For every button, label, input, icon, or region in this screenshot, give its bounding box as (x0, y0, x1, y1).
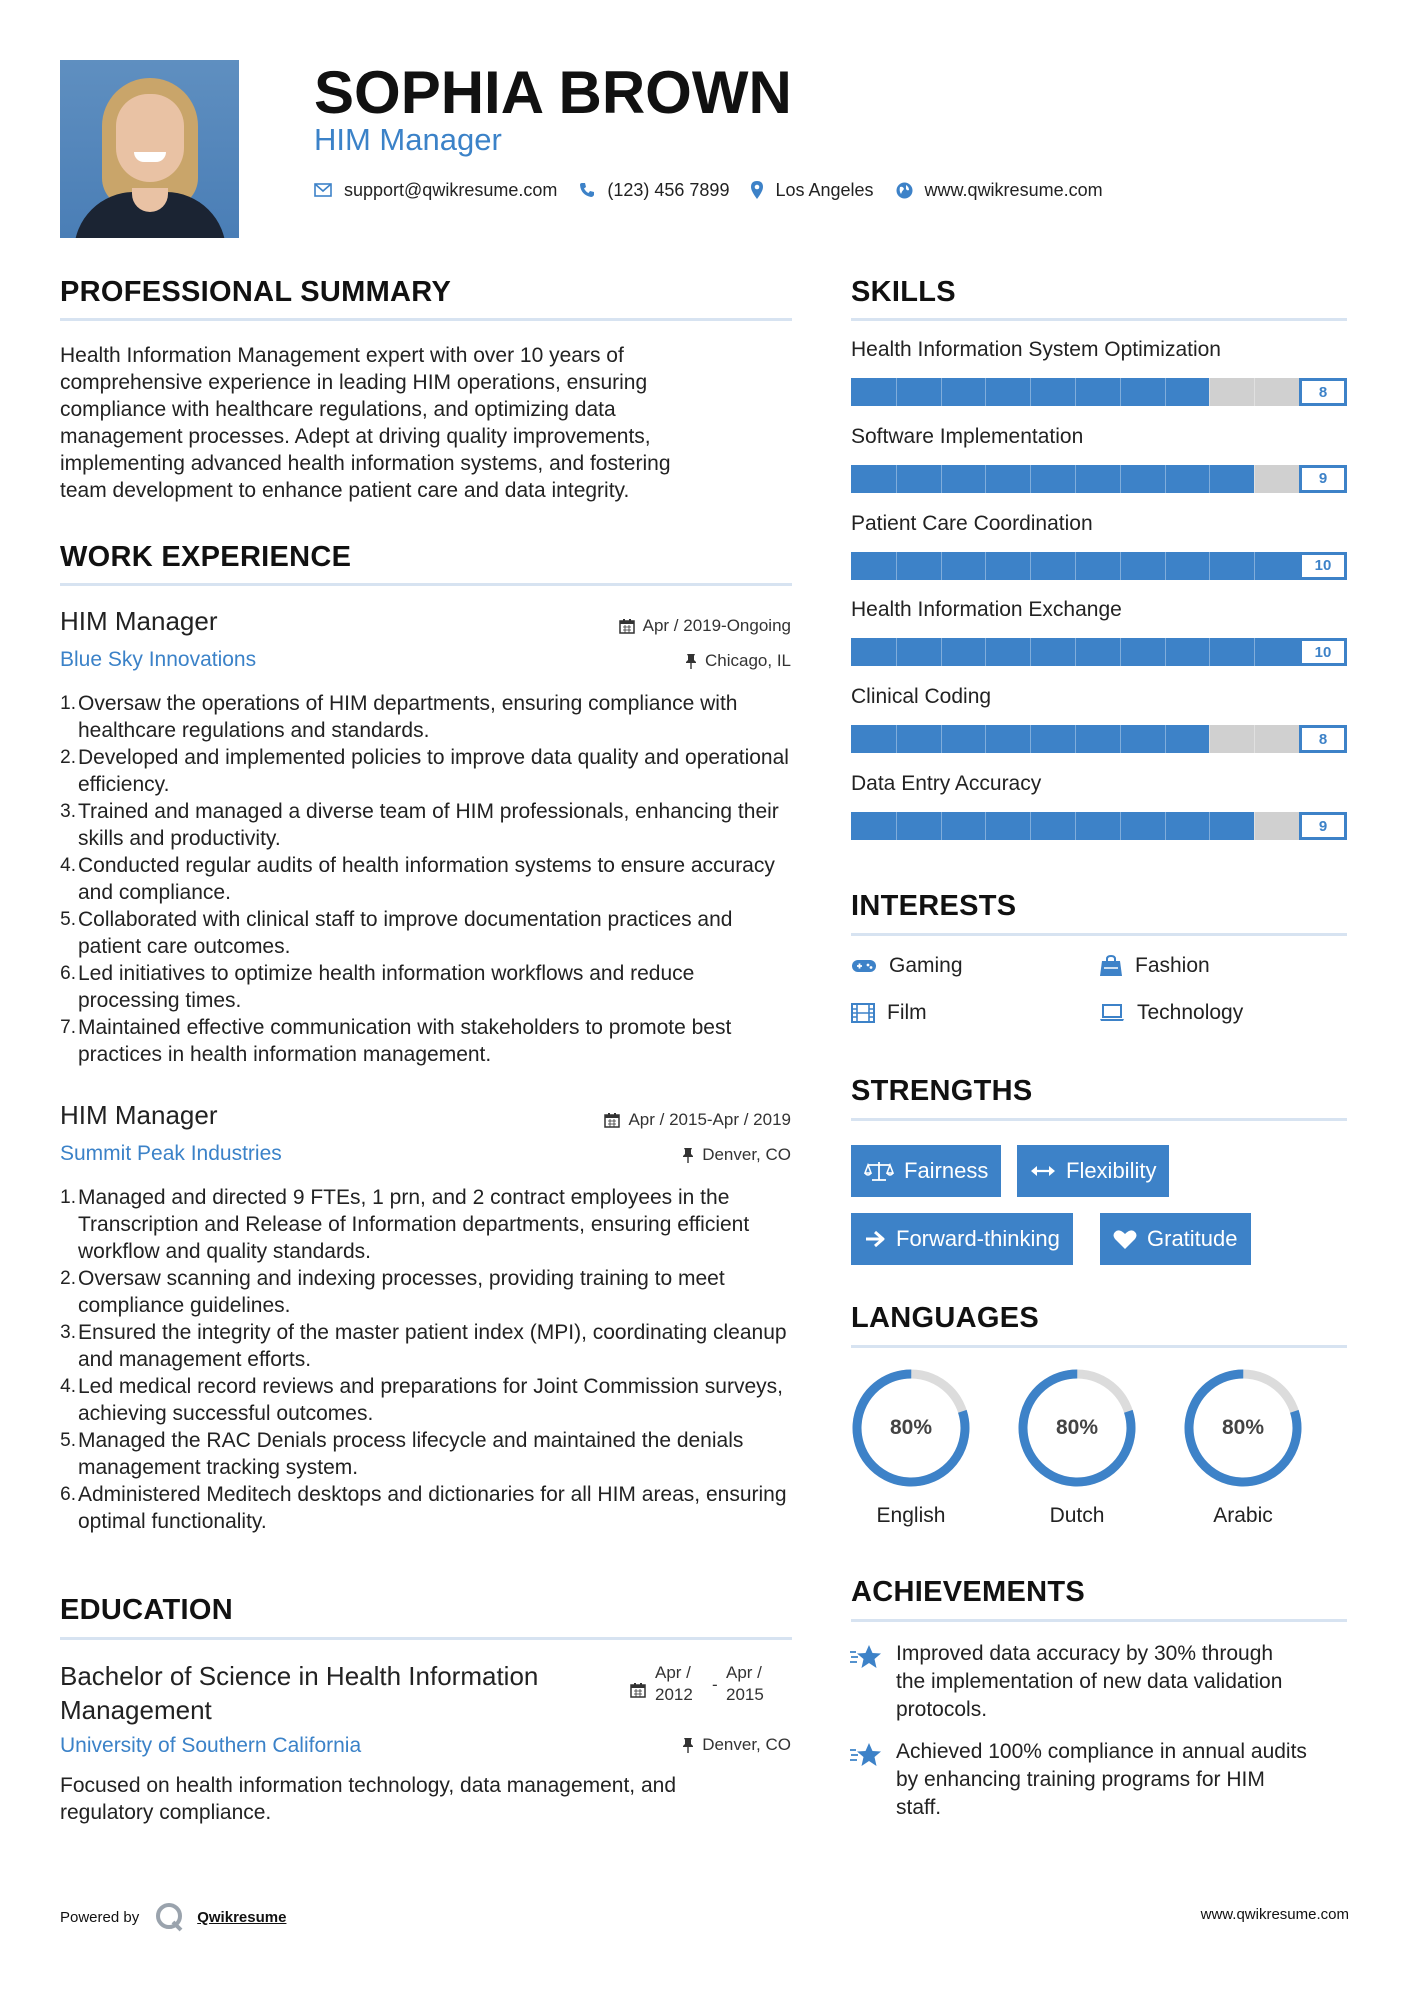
interest-fashion: Fashion (1099, 954, 1210, 978)
list-item: Oversaw the operations of HIM departments, ensuring compliance with healthcare regulations and standards. (78, 692, 738, 742)
skill-bar-segment (985, 378, 986, 406)
achievement-1: Improved data accuracy by 30% through the implementation of new data validation protocols. (896, 1642, 1283, 1721)
skill-bar-segment (1165, 378, 1166, 406)
skill-bar-segment (1075, 812, 1076, 840)
skill-level-badge: 10 (1299, 638, 1347, 666)
skill-bar-segment (1030, 378, 1031, 406)
profile-photo (60, 60, 239, 238)
skill-bar-segment (1075, 378, 1076, 406)
job-2-dates: Apr / 2015-Apr / 2019 (604, 1110, 791, 1130)
interests-heading: INTERESTS (851, 890, 1017, 922)
skill-bar-segment (941, 378, 942, 406)
laptop-icon (1099, 1004, 1125, 1022)
strengths-heading: STRENGTHS (851, 1075, 1033, 1107)
candidate-title: HIM Manager (314, 122, 502, 157)
skill-bar-segment (896, 725, 897, 753)
list-item: Maintained effective communication with stakeholders to promote best practices in health information management. (78, 1016, 732, 1066)
footer-url[interactable]: www.qwikresume.com (1200, 1906, 1349, 1923)
skill-bar-segment (1030, 552, 1031, 580)
language-percent: 80% (1055, 1416, 1099, 1439)
contact-phone[interactable] (579, 180, 729, 201)
achievement-2: Achieved 100% compliance in annual audits by enhancing training programs for HIM staff. (896, 1740, 1307, 1819)
skill-bar-segment (896, 638, 897, 666)
skill-bar-segment (1120, 638, 1121, 666)
list-item: Led initiatives to optimize health information workflows and reduce processing times. (78, 962, 695, 1012)
skill-bar (851, 725, 1347, 753)
job-1-company: Blue Sky Innovations (60, 648, 257, 671)
candidate-name: SOPHIA BROWN (314, 59, 792, 126)
website-text: www.qwikresume.com (924, 179, 1103, 200)
skill-bar-segment (941, 552, 942, 580)
pushpin-icon (685, 653, 697, 669)
strength-tag-forward-thinking: Forward-thinking (851, 1213, 1073, 1265)
skill-bar-segment (1075, 638, 1076, 666)
skill-bar (851, 378, 1347, 406)
gamepad-icon (851, 958, 877, 974)
calendar-icon (619, 618, 635, 634)
skill-bar-segment (1030, 812, 1031, 840)
skill-bar-segment (1120, 465, 1121, 493)
skill-bar (851, 812, 1347, 840)
strengths-divider (851, 1118, 1347, 1121)
globe-icon (896, 182, 913, 199)
degree-title: Bachelor of Science in Health Information Management (60, 1661, 539, 1725)
summary-text: Health Information Management expert with over 10 years of comprehensive experience in leading HIM operations, ensuring compliance with healthcare regulations, and optimizing data management processes. Adept at driving quality improvements, implementing advanced health information systems, and fostering team development to enhance patient care and data integrity. (60, 344, 671, 502)
skill-bar-segment (985, 725, 986, 753)
contact-bar (314, 178, 1125, 202)
contact-website[interactable] (896, 180, 1103, 201)
skill-bar-segment (1209, 638, 1210, 666)
strength-tag-fairness: Fairness (851, 1145, 1001, 1197)
interest-film: Film (851, 1001, 927, 1025)
footer-powered-by (60, 1902, 286, 1932)
star-badge-icon (849, 1741, 883, 1769)
skill-bar-segment (1165, 465, 1166, 493)
skill-bar (851, 552, 1347, 580)
job-2-location: Denver, CO (682, 1145, 791, 1165)
skill-bar-fill (851, 552, 1347, 580)
skill-level-badge: 8 (1299, 725, 1347, 753)
language-percent: 80% (889, 1416, 933, 1439)
location-text: Los Angeles (775, 179, 874, 200)
skill-level-badge: 9 (1299, 465, 1347, 493)
job-1-dates: Apr / 2019-Ongoing (619, 616, 791, 636)
balance-scale-icon (864, 1160, 894, 1182)
list-item: Collaborated with clinical staff to improve documentation practices and patient care outcomes. (78, 908, 733, 958)
experience-divider (60, 583, 792, 586)
skill-bar-segment (1165, 552, 1166, 580)
experience-heading: WORK EXPERIENCE (60, 541, 352, 573)
skill-bar-segment (1120, 552, 1121, 580)
skill-bar-segment (1165, 812, 1166, 840)
achievements-heading: ACHIEVEMENTS (851, 1576, 1086, 1608)
interest-gaming: Gaming (851, 954, 963, 978)
contact-location (751, 180, 873, 201)
strength-tag-flexibility: Flexibility (1017, 1145, 1169, 1197)
arrow-right-icon (864, 1230, 886, 1248)
calendar-icon (630, 1682, 646, 1698)
skill-level-badge: 9 (1299, 812, 1347, 840)
powered-by-label: Powered by (60, 1908, 140, 1926)
email-text: support@qwikresume.com (344, 179, 558, 200)
skill-bar-segment (1209, 378, 1210, 406)
summary-heading: PROFESSIONAL SUMMARY (60, 276, 452, 308)
language-name: English (876, 1504, 946, 1527)
skill-bar-segment (1209, 465, 1210, 493)
skill-bar-segment (1254, 552, 1255, 580)
list-item: Conducted regular audits of health information systems to ensure accuracy and compliance. (78, 854, 775, 904)
skill-bar (851, 465, 1347, 493)
skill-bar-fill (851, 812, 1254, 840)
achievements-divider (851, 1619, 1347, 1622)
skill-bar-segment (1120, 378, 1121, 406)
skill-bar-segment (1254, 638, 1255, 666)
star-badge-icon (849, 1643, 883, 1671)
job-2-company: Summit Peak Industries (60, 1142, 282, 1165)
language-name: Arabic (1213, 1504, 1273, 1527)
skill-bar-segment (1254, 378, 1255, 406)
education-description: Focused on health information technology, data management, and regulatory compliance. (60, 1774, 677, 1824)
skills-heading: SKILLS (851, 276, 956, 308)
skill-bar-fill (851, 465, 1254, 493)
language-percent: 80% (1221, 1416, 1265, 1439)
skill-level-badge: 8 (1299, 378, 1347, 406)
skill-bar-segment (1120, 812, 1121, 840)
skill-bar-segment (985, 465, 986, 493)
skill-bar-fill (851, 638, 1347, 666)
language-item (849, 1366, 973, 1528)
skill-bar-segment (1075, 465, 1076, 493)
skill-bar-segment (985, 812, 986, 840)
interest-technology: Technology (1099, 1001, 1243, 1025)
skill-bar-segment (1209, 725, 1210, 753)
skills-divider (851, 318, 1347, 321)
list-item: Administered Meditech desktops and dictionaries for all HIM areas, ensuring optimal functionality. (78, 1483, 787, 1533)
skill-level-badge: 10 (1299, 552, 1347, 580)
list-item: Developed and implemented policies to improve data quality and operational efficiency. (78, 746, 789, 796)
calendar-icon (604, 1112, 620, 1128)
interests-divider (851, 933, 1347, 936)
job-2-title: HIM Manager (60, 1100, 218, 1130)
skill-bar-segment (1120, 725, 1121, 753)
education-divider (60, 1637, 792, 1640)
skill-bar-segment (1075, 725, 1076, 753)
pushpin-icon (682, 1737, 694, 1753)
job-1-location: Chicago, IL (685, 651, 791, 671)
contact-email[interactable] (314, 180, 557, 201)
skill-bar-segment (985, 552, 986, 580)
languages-heading: LANGUAGES (851, 1302, 1039, 1334)
skill-bar-segment (941, 812, 942, 840)
skill-bar-segment (1075, 552, 1076, 580)
shopping-bag-icon (1099, 955, 1123, 977)
skill-bar-segment (985, 638, 986, 666)
languages-divider (851, 1345, 1347, 1348)
education-heading: EDUCATION (60, 1594, 233, 1626)
education-location: Denver, CO (682, 1735, 791, 1755)
skill-bar-segment (1030, 725, 1031, 753)
list-item: Managed and directed 9 FTEs, 1 prn, and 2 contract employees in the Transcription and Release of Information departments, ensuring efficient workflow and quality standards. (78, 1186, 750, 1263)
school-name: University of Southern California (60, 1734, 362, 1757)
skill-bar-segment (1165, 725, 1166, 753)
skill-bar-segment (1254, 812, 1255, 840)
skill-bar-segment (896, 812, 897, 840)
skill-label: Software Implementation (851, 424, 1084, 448)
arrows-horizontal-icon (1030, 1164, 1056, 1178)
skill-label: Clinical Coding (851, 685, 992, 709)
skill-label: Health Information System Optimization (851, 338, 1221, 361)
map-pin-icon (751, 181, 763, 199)
footer-brand-link[interactable]: Qwikresume (197, 1908, 287, 1926)
skill-bar (851, 638, 1347, 666)
list-item: Managed the RAC Denials process lifecycle and maintained the denials management tracking system. (78, 1429, 744, 1479)
skill-bar-segment (941, 638, 942, 666)
skill-bar-segment (896, 378, 897, 406)
strength-tag-gratitude: Gratitude (1100, 1213, 1251, 1265)
job-1-duties (60, 690, 790, 1068)
skill-bar-segment (896, 465, 897, 493)
list-item: Led medical record reviews and preparations for Joint Commission surveys, achieving successful outcomes. (78, 1375, 783, 1425)
skill-bar-segment (941, 725, 942, 753)
phone-text: (123) 456 7899 (607, 179, 730, 200)
skill-bar-segment (1254, 465, 1255, 493)
language-name: Dutch (1049, 1504, 1105, 1527)
skill-bar-segment (1030, 465, 1031, 493)
phone-icon (579, 182, 595, 198)
film-icon (851, 1003, 875, 1023)
skill-label: Data Entry Accuracy (851, 772, 1042, 795)
skill-bar-segment (941, 465, 942, 493)
skill-bar-segment (1209, 552, 1210, 580)
language-item (1015, 1366, 1139, 1528)
job-1-title: HIM Manager (60, 606, 218, 636)
list-item: Ensured the integrity of the master patient index (MPI), coordinating cleanup and management efforts. (78, 1321, 787, 1371)
qwikresume-logo-icon (153, 1902, 187, 1932)
pushpin-icon (682, 1147, 694, 1163)
summary-divider (60, 318, 792, 321)
skill-bar-segment (1209, 812, 1210, 840)
list-item: Oversaw scanning and indexing processes, providing training to meet compliance guidelines. (78, 1267, 725, 1317)
skill-bar-segment (896, 552, 897, 580)
envelope-icon (314, 183, 332, 197)
skill-bar-segment (1165, 638, 1166, 666)
language-item (1181, 1366, 1305, 1528)
skill-label: Patient Care Coordination (851, 511, 1093, 535)
heart-icon (1113, 1229, 1137, 1250)
skill-bar-segment (1254, 725, 1255, 753)
job-2-duties (60, 1184, 790, 1535)
list-item: Trained and managed a diverse team of HIM professionals, enhancing their skills and productivity. (78, 800, 779, 850)
skill-bar-segment (1030, 638, 1031, 666)
skill-label: Health Information Exchange (851, 598, 1122, 622)
